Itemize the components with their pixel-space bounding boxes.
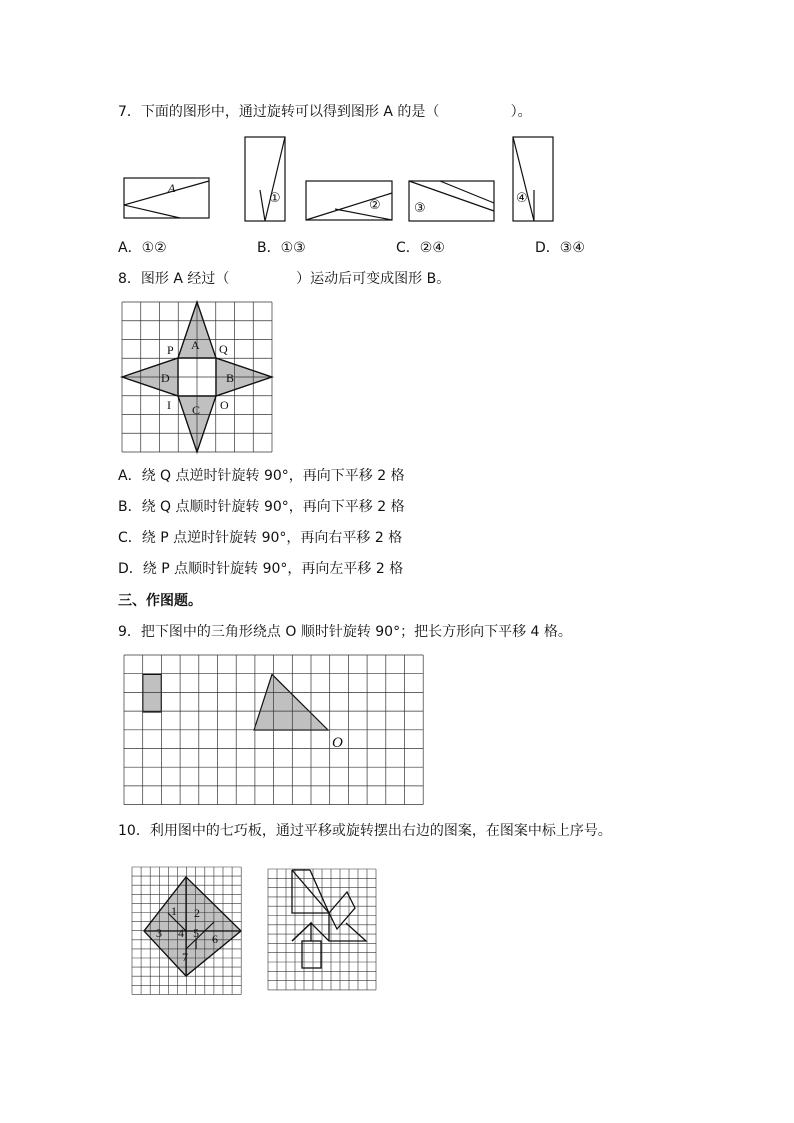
q9-rectangle bbox=[143, 674, 162, 712]
q10-tangram-grid bbox=[130, 865, 245, 1001]
q8-label-A: A bbox=[191, 338, 200, 352]
q10-target-pattern bbox=[292, 870, 366, 968]
q8-option-d[interactable]: D．绕 P 点顺时针旋转 90°，再向左平移 2 格 bbox=[118, 561, 404, 577]
q8-label-I: I bbox=[167, 398, 171, 412]
q7-option-c[interactable]: C．②④ bbox=[396, 240, 445, 256]
q9-point-o-label: O bbox=[332, 735, 343, 751]
q7-figure-1 bbox=[245, 137, 285, 221]
q9-triangle bbox=[254, 674, 328, 730]
q9-grid[interactable] bbox=[122, 653, 426, 809]
q10-piece-7: 7 bbox=[182, 950, 188, 964]
q8-label-B: B bbox=[226, 371, 235, 385]
q8-label-D: D bbox=[161, 371, 170, 385]
q10-piece-4: 4 bbox=[178, 926, 184, 940]
q7-option-b[interactable]: B．①③ bbox=[257, 240, 306, 256]
q7-prompt: 7．下面的图形中，通过旋转可以得到图形 A 的是（ ）。 bbox=[118, 104, 532, 120]
q8-option-b[interactable]: B．绕 Q 点顺时针旋转 90°，再向下平移 2 格 bbox=[118, 499, 405, 515]
q7-option-d[interactable]: D．③④ bbox=[535, 240, 585, 256]
q7-figures bbox=[120, 130, 570, 230]
q8-label-Q: Q bbox=[219, 342, 228, 356]
q7-label-a: A bbox=[168, 181, 176, 195]
q8-option-c[interactable]: C．绕 P 点逆时针旋转 90°，再向右平移 2 格 bbox=[118, 530, 403, 546]
q8-label-O: O bbox=[220, 398, 229, 412]
q7-label-3: ③ bbox=[414, 201, 426, 216]
q7-option-a[interactable]: A．①② bbox=[118, 240, 167, 256]
q8-label-P: P bbox=[167, 343, 174, 357]
q10-prompt: 10．利用图中的七巧板，通过平移或旋转摆出右边的图案，在图案中标上序号。 bbox=[118, 823, 612, 839]
q10-piece-5: 5 bbox=[193, 926, 199, 940]
q10-piece-2: 2 bbox=[194, 906, 200, 920]
q10-target-pattern-grid[interactable] bbox=[266, 867, 378, 995]
q7-label-4: ④ bbox=[516, 191, 528, 206]
q10-piece-3: 3 bbox=[156, 926, 162, 940]
q8-prompt: 8．图形 A 经过（ ）运动后可变成图形 B。 bbox=[118, 271, 451, 287]
q10-piece-1: 1 bbox=[171, 904, 177, 918]
q8-label-C: C bbox=[192, 403, 201, 417]
q10-piece-6: 6 bbox=[212, 932, 218, 946]
q8-option-a[interactable]: A．绕 Q 点逆时针旋转 90°，再向下平移 2 格 bbox=[118, 468, 405, 484]
q7-label-2: ② bbox=[369, 198, 381, 213]
q7-label-1: ① bbox=[269, 191, 281, 206]
q8-figure bbox=[120, 300, 276, 456]
q7-figure-4 bbox=[513, 137, 553, 221]
q7-figure-a bbox=[124, 178, 209, 218]
section-3-title: 三、作图题。 bbox=[118, 593, 202, 609]
q9-prompt: 9．把下图中的三角形绕点 O 顺时针旋转 90°；把长方形向下平移 4 格。 bbox=[118, 624, 572, 640]
